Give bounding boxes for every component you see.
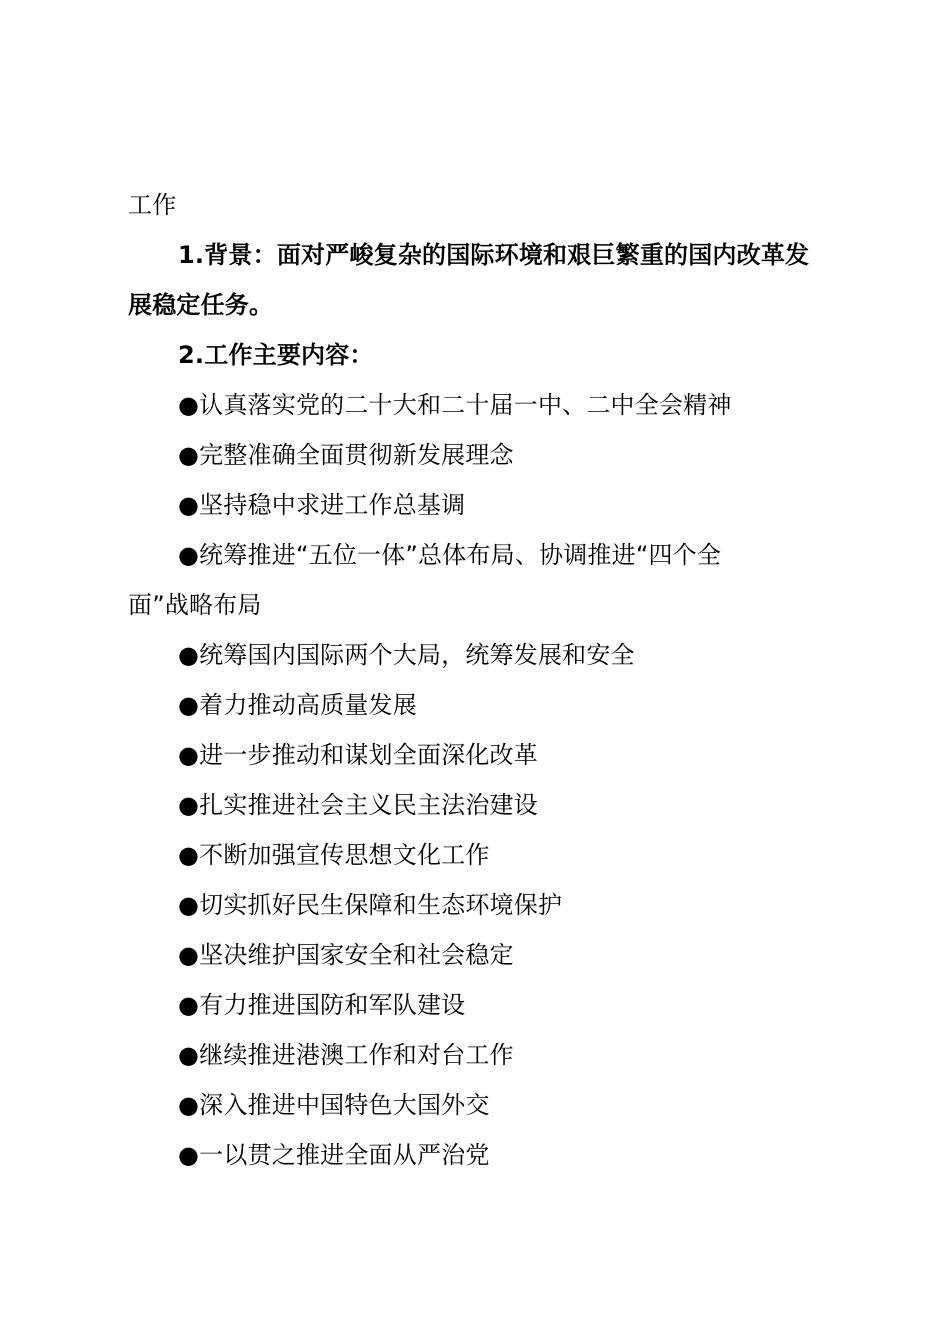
bullet-item-12 — [128, 980, 834, 1030]
document-body — [128, 180, 834, 1180]
bullet-mark: ● — [178, 991, 200, 1019]
bullet-mark: ● — [178, 441, 200, 469]
bullet-item-6 — [128, 680, 834, 730]
section1-line1: 1.背景：面对严峻复杂的国际环境和艰巨繁重的国内改革发 — [178, 241, 810, 269]
bullet-mark: ● — [178, 491, 200, 519]
text-fragment-top: 工作 — [128, 191, 177, 219]
bullet-item-1 — [128, 380, 834, 430]
bullet-item-10 — [128, 880, 834, 930]
bullet-item-5 — [128, 630, 834, 680]
bullet-mark: ● — [178, 541, 200, 569]
bullet-mark: ● — [178, 391, 200, 419]
bullet-mark: ● — [178, 1091, 200, 1119]
bullet-mark: ● — [178, 791, 200, 819]
bullet-mark: ● — [178, 891, 200, 919]
bullet-text: 不断加强宣传思想文化工作 — [199, 841, 490, 869]
section1-line2: 展稳定任务。 — [128, 291, 274, 319]
bullet-item-15 — [128, 1130, 834, 1180]
bullet-item-4 — [128, 530, 834, 580]
bullet-text: 坚决维护国家安全和社会稳定 — [199, 941, 514, 969]
bullet-item-9 — [128, 830, 834, 880]
bullet-text: 有力推进国防和军队建设 — [199, 991, 466, 1019]
bullet-text: 进一步推动和谋划全面深化改革 — [199, 741, 538, 769]
bullet-mark: ● — [178, 941, 200, 969]
bullet-text: 坚持稳中求进工作总基调 — [199, 491, 466, 519]
bullet-item-7 — [128, 730, 834, 780]
bullet-item-3 — [128, 480, 834, 530]
bullet-item-2 — [128, 430, 834, 480]
bullet-text: 一以贯之推进全面从严治党 — [199, 1141, 490, 1169]
bullet-text: 继续推进港澳工作和对台工作 — [199, 1041, 514, 1069]
bullet-mark: ● — [178, 841, 200, 869]
bullet-mark: ● — [178, 741, 200, 769]
bullet-text: 认真落实党的二十大和二十届一中、二中全会精神 — [199, 391, 732, 419]
bullet-mark: ● — [178, 1141, 200, 1169]
section2-heading: 2.工作主要内容： — [178, 341, 374, 369]
bullet-text: 完整准确全面贯彻新发展理念 — [199, 441, 514, 469]
bullet-text: 切实抓好民生保障和生态环境保护 — [199, 891, 563, 919]
bullet-text: 统筹推进“五位一体”总体布局、协调推进“四个全 — [199, 541, 722, 569]
bullet-text: 统筹国内国际两个大局，统筹发展和安全 — [199, 641, 635, 669]
bullet-item-11 — [128, 930, 834, 980]
bullet-text: 着力推动高质量发展 — [199, 691, 417, 719]
bullet-text: 深入推进中国特色大国外交 — [199, 1091, 490, 1119]
bullet-mark: ● — [178, 691, 200, 719]
bullet-text: 扎实推进社会主义民主法治建设 — [199, 791, 538, 819]
bullet-item-4-continuation: 面”战略布局 — [128, 591, 262, 619]
bullet-item-14 — [128, 1080, 834, 1130]
bullet-mark: ● — [178, 1041, 200, 1069]
bullet-item-8 — [128, 780, 834, 830]
bullet-item-13 — [128, 1030, 834, 1080]
bullet-mark: ● — [178, 641, 200, 669]
